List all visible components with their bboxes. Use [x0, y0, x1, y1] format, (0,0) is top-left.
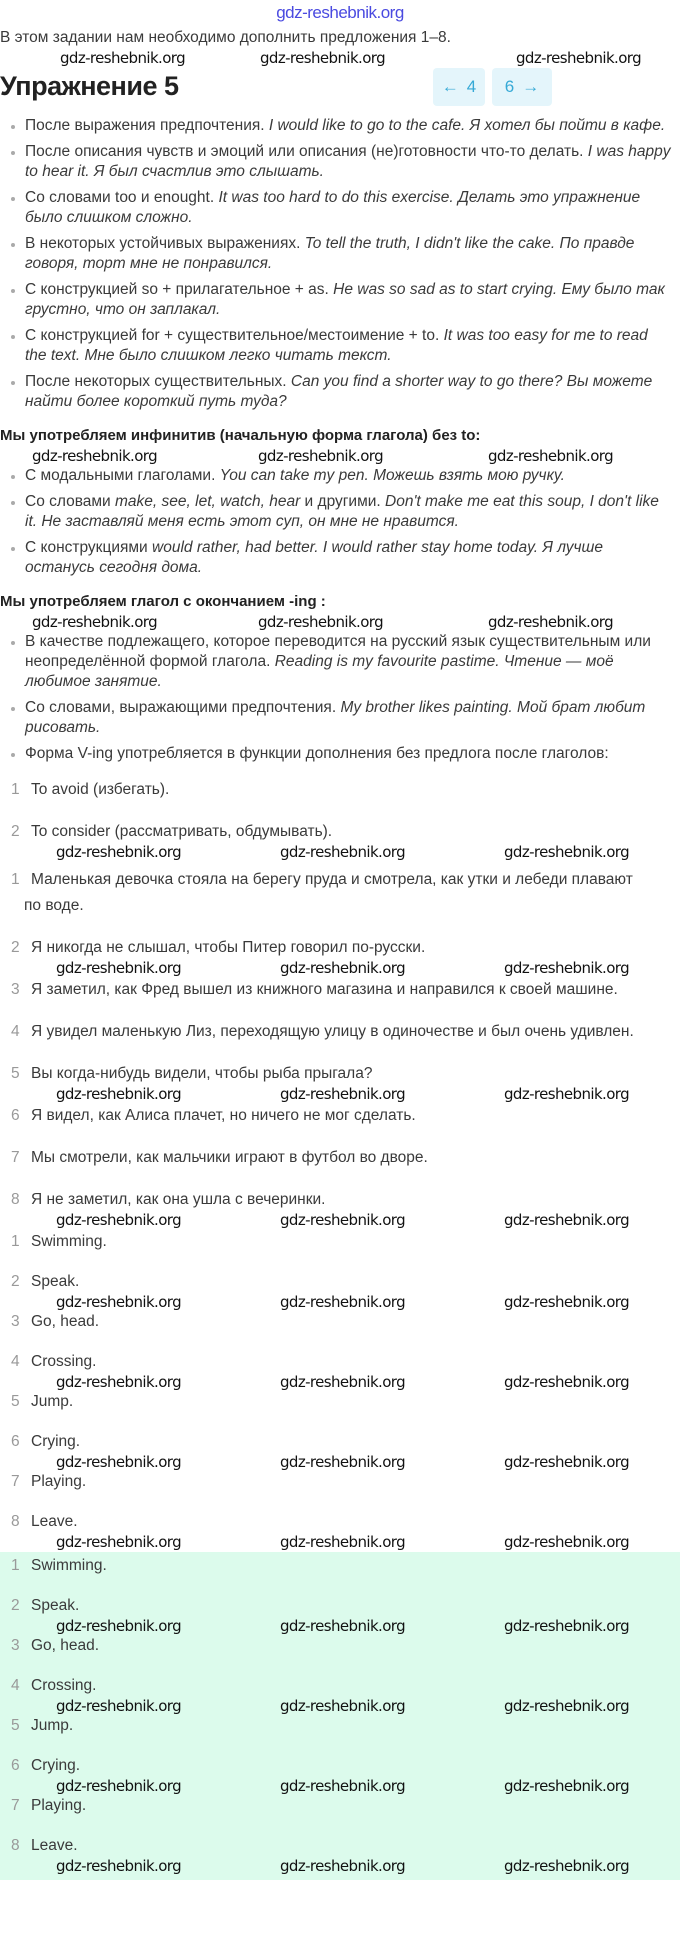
top-watermark: gdz-reshebnik.org — [276, 3, 404, 22]
item-number: 8 — [11, 1837, 20, 1854]
ing-list — [0, 632, 680, 764]
watermark-row — [0, 1532, 680, 1552]
watermark: gdz-reshebnik.org — [488, 447, 613, 465]
watermark: gdz-reshebnik.org — [504, 1777, 629, 1795]
watermark: gdz-reshebnik.org — [280, 1697, 405, 1715]
watermark: gdz-reshebnik.org — [56, 843, 181, 861]
watermark: gdz-reshebnik.org — [280, 1293, 405, 1311]
watermark: gdz-reshebnik.org — [260, 49, 385, 67]
item-text: Speak. — [31, 1597, 80, 1614]
example-text: I would like to go to the cafe. Я хотел бы пойти в кафе. — [268, 117, 666, 134]
answer-item — [0, 1392, 680, 1412]
watermark: gdz-reshebnik.org — [504, 1373, 629, 1391]
example-text: It was too easy for me to read the text. Мне было слишком легко читать текст. — [25, 327, 648, 364]
sentence-item — [0, 1064, 680, 1084]
next-exercise-button[interactable] — [492, 68, 552, 106]
watermark: gdz-reshebnik.org — [280, 1085, 405, 1103]
page-title: Упражнение 5 — [0, 71, 179, 101]
rule-text: С конструкцией so + прилагательное + as. — [25, 281, 334, 298]
watermark: gdz-reshebnik.org — [488, 613, 613, 631]
watermark: gdz-reshebnik.org — [56, 1293, 181, 1311]
watermark-row — [0, 1776, 680, 1796]
item-number: 6 — [11, 1757, 20, 1774]
watermark: gdz-reshebnik.org — [258, 613, 383, 631]
example-text: I was happy to hear it. Я был счастлив это слышать. — [25, 143, 671, 180]
answer-item-highlighted — [0, 1756, 680, 1776]
prev-exercise-label: 4 — [466, 77, 477, 96]
bare-infinitive-list — [0, 466, 680, 578]
answer-item-highlighted — [0, 1556, 680, 1576]
item-text: To consider (рассматривать, обдумывать). — [31, 823, 333, 840]
item-text: Я увидел маленькую Лиз, переходящую улицу в одиночестве и был очень удивлен. — [31, 1023, 634, 1040]
item-text: по воде. — [24, 897, 84, 914]
watermark: gdz-reshebnik.org — [504, 1857, 629, 1875]
answer-item — [0, 1432, 680, 1452]
bullet-item — [0, 372, 680, 412]
example-text: would rather, had better. I would rather stay home today. Я лучше останусь сегодня дома. — [25, 539, 604, 576]
item-number: 2 — [11, 939, 20, 956]
ing-heading: Мы употребляем глагол с окончанием -ing : — [0, 593, 326, 610]
rule-text: и другими. — [300, 493, 386, 510]
watermark: gdz-reshebnik.org — [504, 1453, 629, 1471]
rule-text: В качестве подлежащего, которое переводится на русский язык существительным или неопределённой формой глагола. — [25, 633, 651, 670]
watermark-row — [0, 1372, 680, 1392]
item-text: Go, head. — [31, 1313, 100, 1330]
sentence-item — [0, 896, 680, 916]
item-number: 6 — [11, 1107, 20, 1124]
sentence-item — [0, 938, 680, 958]
watermark-row — [0, 1292, 680, 1312]
sentence-item — [0, 1022, 680, 1042]
watermark-row — [0, 958, 680, 980]
bullet-item — [0, 538, 680, 578]
item-number: 3 — [11, 1313, 20, 1330]
watermark: gdz-reshebnik.org — [56, 1697, 181, 1715]
bullet-item — [0, 466, 680, 486]
item-number: 1 — [11, 1557, 20, 1574]
watermark: gdz-reshebnik.org — [56, 1857, 181, 1875]
answers-highlight-block — [0, 1552, 680, 1880]
watermark: gdz-reshebnik.org — [56, 1453, 181, 1471]
item-number: 5 — [11, 1717, 20, 1734]
rule-text: После выражения предпочтения. — [25, 117, 269, 134]
watermark: gdz-reshebnik.org — [56, 1085, 181, 1103]
next-exercise-label: 6 — [504, 77, 515, 96]
example-text: He was so sad as to start crying. Ему было так грустно, что он заплакал. — [25, 281, 665, 318]
watermark: gdz-reshebnik.org — [504, 959, 629, 977]
watermark-row — [0, 1210, 680, 1232]
bullet-item — [0, 116, 680, 136]
watermark: gdz-reshebnik.org — [504, 1085, 629, 1103]
example-text: You can take my pen. Можешь взять мою ручку. — [219, 467, 565, 484]
watermark-row — [0, 446, 680, 466]
item-text: Вы когда-нибудь видели, чтобы рыба прыгала? — [31, 1065, 373, 1082]
rule-text: После описания чувств и эмоций или описания (не)готовности что-то делать. — [25, 143, 588, 160]
watermark: gdz-reshebnik.org — [60, 49, 185, 67]
item-text: Jump. — [31, 1393, 74, 1410]
example-text: make, see, let, watch, hear — [115, 493, 301, 510]
answer-item — [0, 1512, 680, 1532]
verbs-list — [0, 780, 680, 864]
verb-item — [0, 780, 680, 800]
item-number: 2 — [11, 1273, 20, 1290]
item-number: 7 — [11, 1473, 20, 1490]
item-number: 5 — [11, 1065, 20, 1082]
watermark: gdz-reshebnik.org — [56, 1617, 181, 1635]
item-text: Я видел, как Алиса плачет, но ничего не мог сделать. — [31, 1107, 416, 1124]
sentence-item — [0, 1190, 680, 1210]
bullet-item — [0, 744, 680, 764]
item-text: Я не заметил, как она ушла с вечеринки. — [31, 1191, 326, 1208]
watermark: gdz-reshebnik.org — [504, 1293, 629, 1311]
bullet-item — [0, 188, 680, 228]
answer-item-highlighted — [0, 1636, 680, 1656]
watermark: gdz-reshebnik.org — [504, 1533, 629, 1551]
rule-text: С конструкциями — [25, 539, 153, 556]
item-text: Маленькая девочка стояла на берегу пруда и смотрела, как утки и лебеди плавают — [31, 871, 633, 888]
example-text: To tell the truth, I didn't like the cake. По правде говоря, торт мне не понравился. — [25, 235, 635, 272]
watermark: gdz-reshebnik.org — [280, 1373, 405, 1391]
item-number: 7 — [11, 1797, 20, 1814]
answer-item — [0, 1272, 680, 1292]
bullet-item — [0, 142, 680, 182]
item-text: To avoid (избегать). — [31, 781, 170, 798]
watermark: gdz-reshebnik.org — [280, 1777, 405, 1795]
rule-text: После некоторых существительных. — [25, 373, 291, 390]
answer-item — [0, 1312, 680, 1332]
watermark: gdz-reshebnik.org — [504, 1697, 629, 1715]
rule-text: С модальными глаголами. — [25, 467, 220, 484]
example-text: Can you find a shorter way to go there? Вы можете найти более короткий путь туда? — [25, 373, 653, 410]
item-number: 8 — [11, 1513, 20, 1530]
item-text: Crying. — [31, 1757, 81, 1774]
rule-text: Со словами, выражающими предпочтения. — [25, 699, 341, 716]
example-text: Reading is my favourite pastime. Чтение — моё любимое занятие. — [25, 653, 614, 690]
rule-text: Со словами — [25, 493, 116, 510]
watermark-row — [0, 1616, 680, 1636]
item-number: 2 — [11, 823, 20, 840]
bullet-item — [0, 698, 680, 738]
item-text: Leave. — [31, 1837, 78, 1854]
watermark-row — [0, 842, 680, 864]
example-text: It was too hard to do this exercise. Делать это упражнение было слишком сложно. — [25, 189, 641, 226]
watermark: gdz-reshebnik.org — [56, 1211, 181, 1229]
item-number: 5 — [11, 1393, 20, 1410]
to-infinitive-list — [0, 116, 680, 412]
item-number: 1 — [11, 1233, 20, 1250]
item-number: 3 — [11, 981, 20, 998]
item-number: 4 — [11, 1353, 20, 1370]
answer-item — [0, 1232, 680, 1252]
answer-item-highlighted — [0, 1596, 680, 1616]
watermark: gdz-reshebnik.org — [504, 1211, 629, 1229]
watermark: gdz-reshebnik.org — [56, 959, 181, 977]
rule-text: Со словами too и enought. — [25, 189, 219, 206]
watermark-row — [0, 1452, 680, 1472]
answer-item-highlighted — [0, 1796, 680, 1816]
sentence-item — [0, 870, 680, 890]
watermark: gdz-reshebnik.org — [280, 1533, 405, 1551]
bare-infinitive-heading: Мы употребляем инфинитив (начальную форма глагола) без to: — [0, 427, 481, 444]
watermark: gdz-reshebnik.org — [32, 447, 157, 465]
watermark-row — [0, 1084, 680, 1106]
item-text: Playing. — [31, 1473, 87, 1490]
item-text: Playing. — [31, 1797, 87, 1814]
watermark: gdz-reshebnik.org — [280, 1617, 405, 1635]
item-text: Swimming. — [31, 1557, 107, 1574]
item-number: 3 — [11, 1637, 20, 1654]
arrow-left-icon: ← — [441, 77, 459, 96]
verb-item — [0, 822, 680, 842]
item-text: Speak. — [31, 1273, 80, 1290]
item-number: 1 — [11, 781, 20, 798]
item-text: Leave. — [31, 1513, 78, 1530]
example-text: Don't make me eat this soup, I don't like it. Не заставляй меня есть этот суп, он мне не нравится. — [25, 493, 659, 530]
item-text: Go, head. — [31, 1637, 100, 1654]
item-text: Crossing. — [31, 1677, 97, 1694]
bullet-item — [0, 234, 680, 274]
watermark: gdz-reshebnik.org — [258, 447, 383, 465]
watermark: gdz-reshebnik.org — [516, 49, 641, 67]
answer-item-highlighted — [0, 1676, 680, 1696]
watermark: gdz-reshebnik.org — [32, 613, 157, 631]
item-text: Jump. — [31, 1717, 74, 1734]
answer-item — [0, 1472, 680, 1492]
sentence-item — [0, 1148, 680, 1168]
sentences-list — [0, 870, 680, 1232]
item-number: 2 — [11, 1597, 20, 1614]
item-number: 4 — [11, 1023, 20, 1040]
watermark: gdz-reshebnik.org — [280, 959, 405, 977]
bullet-item — [0, 280, 680, 320]
watermark-row — [0, 1696, 680, 1716]
answers-list — [0, 1232, 680, 1552]
watermark-row — [0, 1856, 680, 1876]
intro-text: В этом задании нам необходимо дополнить предложения 1–8. — [0, 29, 451, 46]
example-text: My brother likes painting. Мой брат любит рисовать. — [25, 699, 646, 736]
answer-item — [0, 1352, 680, 1372]
watermark: gdz-reshebnik.org — [280, 1211, 405, 1229]
watermark: gdz-reshebnik.org — [280, 1453, 405, 1471]
title-row — [0, 68, 680, 106]
item-text: Я заметил, как Фред вышел из книжного магазина и направился к своей машине. — [31, 981, 618, 998]
watermark-row — [0, 48, 680, 68]
item-number: 8 — [11, 1191, 20, 1208]
watermark-row — [0, 612, 680, 632]
sentence-item — [0, 980, 680, 1000]
bullet-item — [0, 632, 680, 692]
watermark: gdz-reshebnik.org — [280, 1857, 405, 1875]
item-text: Crying. — [31, 1433, 81, 1450]
rule-text: С конструкцией for + существительное/местоимение + to. — [25, 327, 444, 344]
watermark: gdz-reshebnik.org — [56, 1533, 181, 1551]
watermark: gdz-reshebnik.org — [56, 1777, 181, 1795]
watermark: gdz-reshebnik.org — [280, 843, 405, 861]
item-number: 6 — [11, 1433, 20, 1450]
arrow-right-icon: → — [522, 77, 540, 96]
watermark: gdz-reshebnik.org — [56, 1373, 181, 1391]
rule-text: Форма V-ing употребляется в функции дополнения без предлога после глаголов: — [25, 745, 609, 762]
item-number: 7 — [11, 1149, 20, 1166]
item-number: 4 — [11, 1677, 20, 1694]
item-number: 1 — [11, 871, 20, 888]
item-text: Мы смотрели, как мальчики играют в футбол во дворе. — [31, 1149, 428, 1166]
item-text: Crossing. — [31, 1353, 97, 1370]
bullet-item — [0, 326, 680, 366]
rule-text: В некоторых устойчивых выражениях. — [25, 235, 305, 252]
answer-item-highlighted — [0, 1836, 680, 1856]
bullet-item — [0, 492, 680, 532]
sentence-item — [0, 1106, 680, 1126]
watermark: gdz-reshebnik.org — [504, 1617, 629, 1635]
item-text: Swimming. — [31, 1233, 107, 1250]
item-text: Я никогда не слышал, чтобы Питер говорил по-русски. — [31, 939, 426, 956]
watermark: gdz-reshebnik.org — [504, 843, 629, 861]
prev-exercise-button[interactable] — [433, 68, 485, 106]
answer-item-highlighted — [0, 1716, 680, 1736]
